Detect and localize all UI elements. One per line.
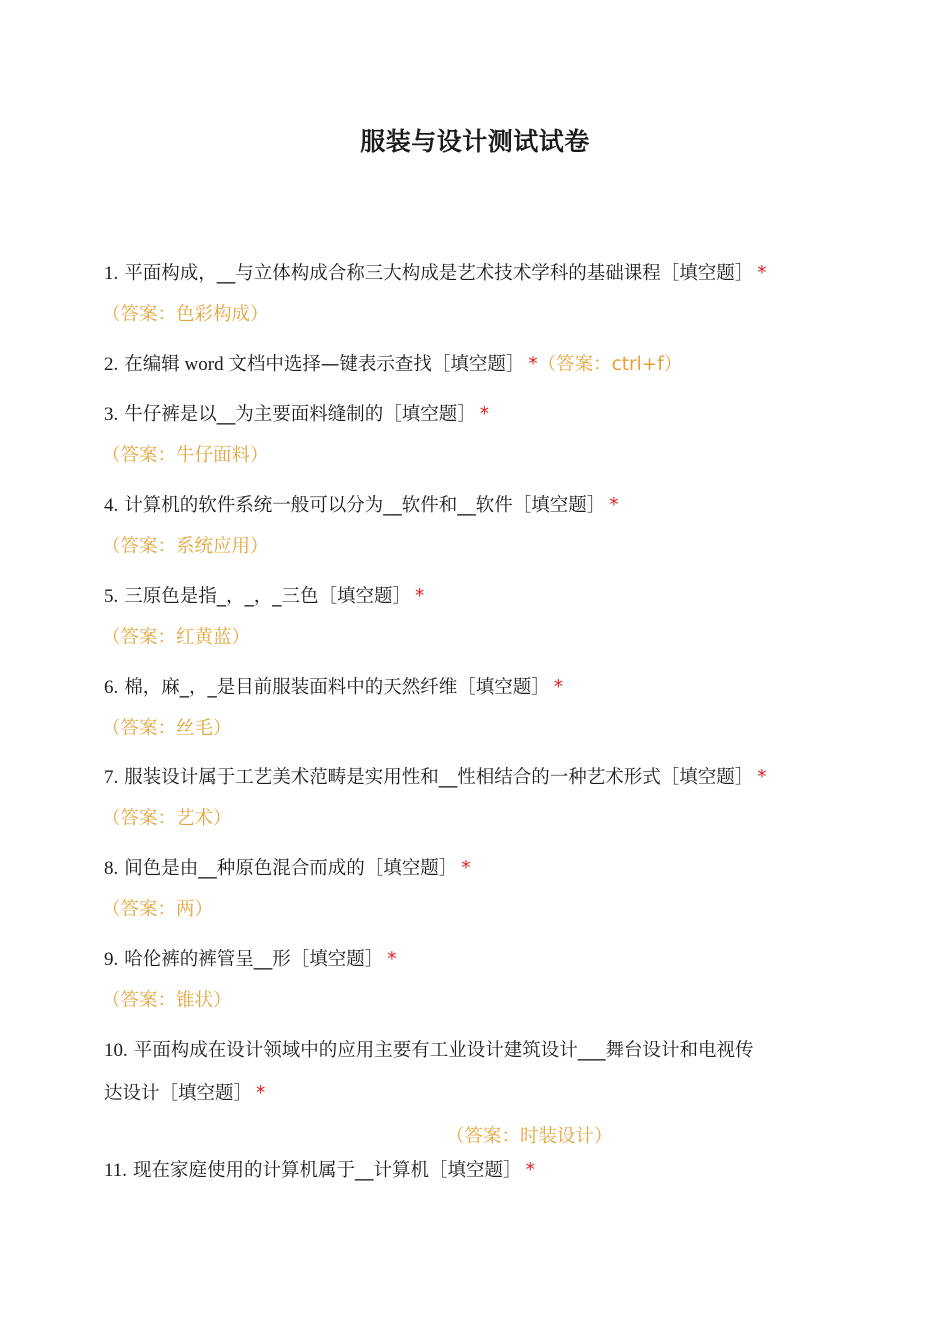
question-8 [104,856,471,882]
question-3 [104,402,489,428]
question-text: 棉，麻_，_是目前服装面料中的天然纤维［填空题］ [124,677,550,698]
answer-5: （答案：红黄蓝） [102,627,251,648]
answer-7: （答案：艺术） [102,808,232,829]
question-number: 8. [104,858,119,879]
required-star: * [525,1160,535,1181]
question-number: 4. [104,495,119,516]
answer-4: （答案：系统应用） [102,536,269,557]
answer-2: （答案：ctrl+f） [537,354,683,375]
question-text: 哈伦裤的裤管呈__形［填空题］ [124,949,384,970]
question-text: 平面构成在设计领域中的应用主要有工业设计建筑设计___舞台设计和电视传 [133,1040,754,1061]
question-text: 计算机的软件系统一般可以分为__软件和__软件［填空题］ [124,495,606,516]
answer-6: （答案：丝毛） [102,718,232,739]
answer-1: （答案：色彩构成） [102,304,269,325]
question-text: 现在家庭使用的计算机属于__计算机［填空题］ [133,1160,522,1181]
question-11 [104,1158,535,1184]
question-number: 10. [104,1040,128,1061]
required-star: * [757,767,767,788]
required-star: * [415,586,425,607]
required-star: * [528,354,538,375]
answer-8: （答案：两） [102,899,214,920]
answer-3: （答案：牛仔面料） [102,445,269,466]
question-5 [104,584,424,610]
required-star: * [479,404,490,425]
question-10 [104,1038,754,1064]
question-9 [104,947,397,973]
required-star: * [387,949,397,970]
question-number: 2. [104,354,119,375]
question-text: 牛仔裤是以__为主要面料缝制的［填空题］ [124,404,476,425]
question-number: 7. [104,767,119,788]
question-text: 在编辑 [124,354,180,375]
question-7 [104,765,767,791]
question-number: 5. [104,586,119,607]
answer-9: （答案：锥状） [102,990,232,1011]
question-number: 9. [104,949,119,970]
question-4 [104,493,619,519]
question-2 [104,352,682,378]
answer-10: （答案：时装设计） [446,1126,613,1147]
question-number: 1. [104,263,119,284]
required-star: * [553,677,564,698]
question-text: 达设计［填空题］ [104,1083,253,1104]
question-number: 3. [104,404,119,425]
question-text: 间色是由__种原色混合而成的［填空题］ [124,858,458,879]
question-number: 6. [104,677,119,698]
required-star: * [461,858,471,879]
question-text: 服装设计属于工艺美术范畴是实用性和__性相结合的一种艺术形式［填空题］ [124,767,754,788]
question-number: 11. [104,1160,128,1181]
question-text-latin: word [179,354,229,375]
required-star: * [256,1083,266,1104]
document-title: 服装与设计测试试卷 [360,127,590,156]
question-text: 文档中选择—键表示查找［填空题］ [228,354,525,375]
question-text: 平面构成，__与立体构成合称三大构成是艺术技术学科的基础课程［填空题］ [124,263,754,284]
required-star: * [757,263,767,284]
question-text: 三原色是指_，_，_三色［填空题］ [124,586,412,607]
required-star: * [609,495,619,516]
question-6 [104,675,563,701]
question-10-continuation [104,1081,265,1107]
question-1 [104,261,767,287]
